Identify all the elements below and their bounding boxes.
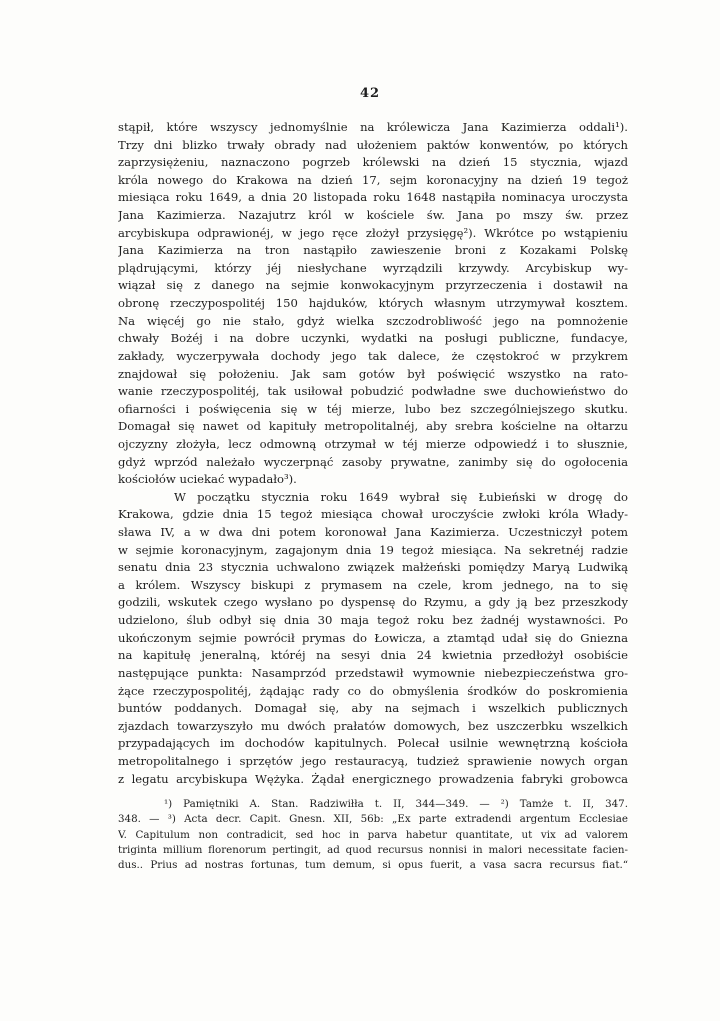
text-line: następujące punkta: Nasamprzód przedstawił wymownie niebezpieczeństwa gro- <box>118 665 628 680</box>
text-line: Jana Kazimierza. Nazajutrz król w kościele św. Jana po mszy św. przez <box>118 208 628 223</box>
text-line: zakłady, wyczerpywała dochody jego tak dalece, że częstokroć w przykrem <box>118 348 628 363</box>
text-line: Jana Kazimierza na tron nastąpiło zawieszenie broni z Kozakami Polskę <box>118 243 628 258</box>
text-line: zjazdach towarzyszyło mu dwóch prałatów domowych, bez uszczerbku wszelkich <box>118 718 628 733</box>
text-line: ukończonym sejmie powrócił prymas do Łowicza, a ztamtąd udał się do Gniezna <box>118 630 628 645</box>
text-line: wanie rzeczypospolitéj, tak usiłował pobudzić podwładne swe duchowieństwo do <box>118 384 628 399</box>
page-number: 42 <box>359 86 381 101</box>
text-line: żące rzeczypospolitéj, żądając rady co do obmyślenia środków do poskromienia <box>118 683 628 698</box>
text-line: Krakowa, gdzie dnia 15 tegoż miesiąca chował uroczyście zwłoki króla Włady- <box>118 507 628 522</box>
text-line: udzielono, ślub odbył się dnia 30 maja tegoż roku bez żadnéj wystawności. Po <box>118 613 628 628</box>
text-line: zaprzysiężeniu, naznaczono pogrzeb królewski na dzień 15 stycznia, wjazd <box>118 155 628 170</box>
text-line: a królem. Wszyscy biskupi z prymasem na czele, krom jednego, na to się <box>118 577 628 592</box>
text-line: Na więcéj go nie stało, gdyż wielka szczodrobliwość jego na pomnożenie <box>118 313 628 328</box>
footnote-line: ¹) Pamiętniki A. Stan. Radziwiłła t. II, 344—349. — ²) Tamże t. II, 347. <box>164 798 628 810</box>
text-line: gdyż wprzód należało wyczerpnąć zasoby prywatne, zanimby się do ogołocenia <box>118 454 628 469</box>
text-line: Domagał się nawet od kapituły metropolitalnéj, aby srebra kościelne na ołtarzu <box>118 419 628 434</box>
text-line: znajdował się położeniu. Jak sam gotów był poświęcić wszystko na rato- <box>118 366 628 381</box>
text-line: buntów poddanych. Domagał się, aby na sejmach i wszelkich publicznych <box>118 701 628 716</box>
text-line: metropolitalnego i sprzętów jego restauracyą, tudzież sprawienie nowych organ <box>118 753 628 768</box>
paragraph-start-line: W początku stycznia roku 1649 wybrał się Łubieński w drogę do <box>174 489 628 504</box>
footnote-line: V. Capitulum non contradicit, sed hoc in parva habetur quantitate, ut vix ad valorem <box>118 828 628 841</box>
text-line: ojczyzny złożyła, lecz odmowną otrzymał w téj mierze odpowiedź i to słusznie, <box>118 436 628 451</box>
text-line: stąpił, które wszyscy jednomyślnie na królewicza Jana Kazimierza oddali¹). <box>118 120 628 134</box>
text-line: z legatu arcybiskupa Wężyka. Żądał energicznego prowadzenia fabryki grobowca <box>118 771 628 786</box>
text-line: arcybiskupa odprawionéj, w jego ręce złożył przysięgę²). Wkrótce po wstąpieniu <box>118 225 628 240</box>
footnote-line: triginta millium florenorum pertingit, ad quod recursus nonnisi in malori necessitate facien- <box>118 843 628 856</box>
text-line: godzili, wskutek czego wysłano po dyspensę do Rzymu, a gdy ją bez przeszkody <box>118 595 628 610</box>
text-line: w sejmie koronacyjnym, zagajonym dnia 19 tegoż miesiąca. Na sekretnéj radzie <box>118 542 628 557</box>
footnotes <box>118 797 628 873</box>
footnote-line: dus.. Prius ad nostras fortunas, tum demum, si opus fuerit, a vasa sacra recursus fiat.“ <box>118 859 628 872</box>
text-line: obronę rzeczypospolitéj 150 hajduków, których własnym utrzymywał kosztem. <box>118 296 628 311</box>
text-line: kościołów uciekać wypadało³). <box>118 472 297 487</box>
text-line: plądrującymi, którzy jéj niesłychane wyrządzili krzywdy. Arcybiskup wy- <box>118 260 628 275</box>
text-line: króla nowego do Krakowa na dzień 17, sejm koronacyjny na dzień 19 tegoż <box>118 172 628 187</box>
footnote-line: 348. — ³) Acta decr. Capit. Gnesn. XII, 56b: „Ex parte extradendi argentum Ecclesiae <box>118 813 628 826</box>
text-line: wiązał się z danego na sejmie konwokacyjnym przyrzeczenia i dostawił na <box>118 278 628 293</box>
body-text <box>118 119 628 788</box>
text-line: na kapitułę jeneralną, któréj na sesyi dnia 24 kwietnia przedłożył osobiście <box>118 648 628 663</box>
text-line: przypadających im dochodów kapitulnych. Polecał usilnie wewnętrzną kościoła <box>118 736 628 751</box>
text-line: miesiąca roku 1649, a dnia 20 listopada roku 1648 nastąpiła nominacya uroczysta <box>118 190 628 205</box>
text-line: sława IV, a w dwa dni potem koronował Jana Kazimierza. Uczestniczył potem <box>118 525 628 540</box>
text-line: chwały Bożéj i na dobre uczynki, wydatki na posługi publiczne, fundacye, <box>118 331 628 346</box>
text-line: Trzy dni blizko trwały obrady nad ułożeniem paktów konwentów, po których <box>118 137 628 152</box>
text-line: ofiarności i poświęcenia się w téj mierze, lubo bez szczególniejszego skutku. <box>118 401 628 416</box>
text-line: senatu dnia 23 stycznia uchwalono związek małżeński pomiędzy Maryą Ludwiką <box>118 560 628 575</box>
